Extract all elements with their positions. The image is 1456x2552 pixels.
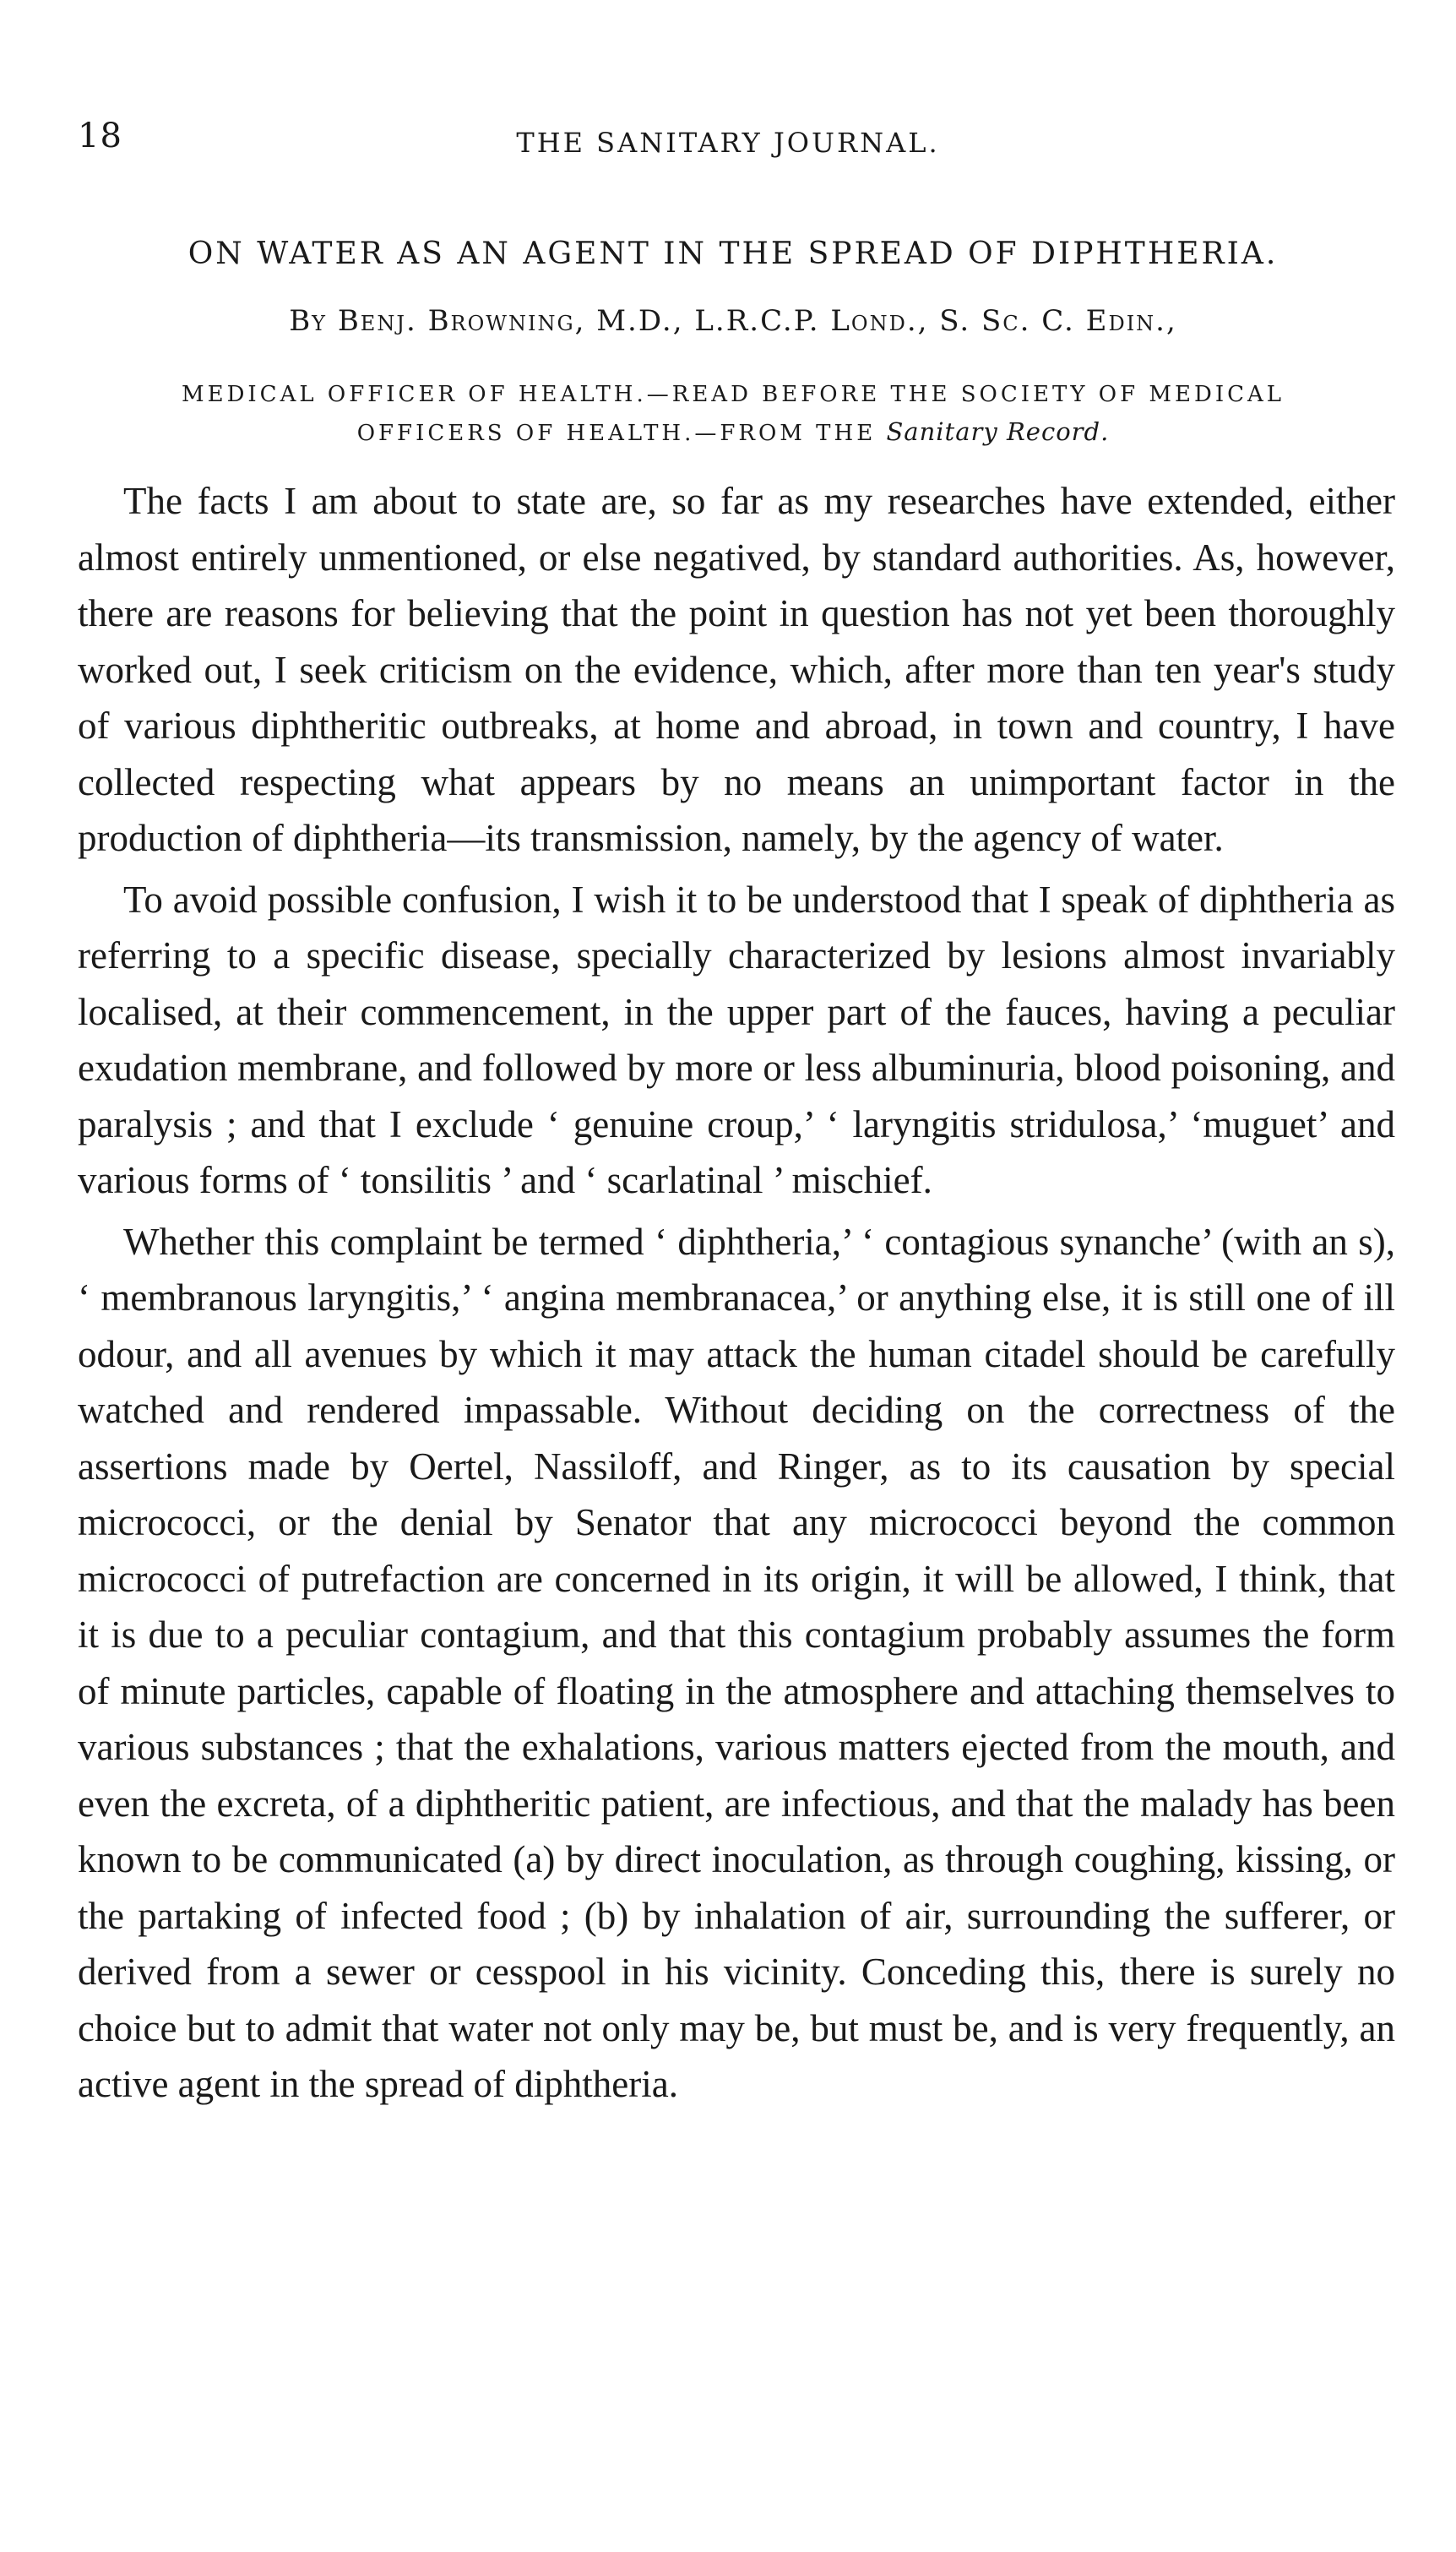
article-byline: By Benj. Browning, M.D., L.R.C.P. Lond., S. Sc. C. Edin., <box>289 304 1177 338</box>
body-paragraph-2: To avoid possible confusion, I wish it to be understood that I speak of diphtheria as referring to a specific disease, specially characterized by lesions almost invariably localised, at their commencement, in the upper part of the fauces, having a peculiar exudation membrane, and followed by more or less albuminuria, blood poisoning, and paralysis ; and that I exclude ‘ genuine croup,’ ‘ laryngitis stridulosa,’ ‘muguet’ and various forms of ‘ tonsilitis ’ and ‘ scarlatinal ’ mischief. <box>78 878 1395 1201</box>
page-number: 18 <box>78 117 122 155</box>
body-paragraph-1: The facts I am about to state are, so far as my researches have extended, either almost entirely unmentioned, or else negatived, by standard authorities. As, however, there are reasons for believing that the point in question has not yet been thoroughly worked out, I seek criticism on the evidence, which, after more than ten year's study of various diphtheritic outbreaks, at home and abroad, in town and country, I have collected respecting what appears by no means an unimportant factor in the production of diphtheria—its transmission, namely, by the agency of water. <box>78 480 1395 859</box>
affiliation-source: Sanitary Record. <box>886 417 1110 446</box>
author-affiliation-line-1: MEDICAL OFFICER OF HEALTH.—READ BEFORE THE SOCIETY OF MEDICAL <box>181 382 1285 407</box>
running-head: THE SANITARY JOURNAL. <box>516 127 940 159</box>
body-paragraph-3: Whether this complaint be termed ‘ diphtheria,’ ‘ contagious synanche’ (with an s), ‘ membranous laryngitis,’ ‘ angina membranacea,’ or anything else, it is still one of ill odour, and all avenues by which it may attack the human citadel should be carefully watched and rendered impassable. Without deciding on the correctness of the assertions made by Oertel, Nassiloff, and Ringer, as to its causation by special micrococci, or the denial by Senator that any micrococci beyond the common micrococci of putrefaction are concerned in its origin, it will be allowed, I think, that it is due to a peculiar contagium, and that this contagium probably assumes the form of minute particles, capable of floating in the atmosphere and attaching themselves to various substances ; that the exhalations, various matters ejected from the mouth, and even the excreta, of a diphtheritic patient, are infectious, and that the malady has been known to be communicated (a) by direct inoculation, as through coughing, kissing, or the partaking of infected food ; (b) by inhalation of air, surrounding the sufferer, or derived from a sewer or cesspool in his vicinity. Conceding this, there is surely no choice but to admit that water not only may be, but must be, and is very frequently, an active agent in the spread of diphtheria. <box>78 1220 1395 2105</box>
article-body <box>78 473 1395 2113</box>
author-affiliation-line-2 <box>76 417 1390 446</box>
article-title: ON WATER AS AN AGENT IN THE SPREAD OF DIPHTHERIA. <box>187 237 1279 271</box>
affiliation-prefix: OFFICERS OF HEALTH.—FROM THE <box>356 421 877 446</box>
